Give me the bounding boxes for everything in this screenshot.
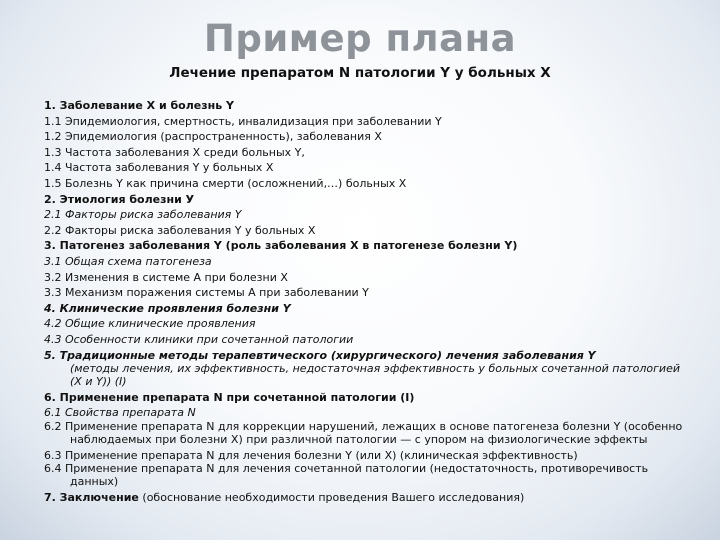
plan-item (44, 421, 684, 448)
plan-item (44, 207, 684, 223)
plan-item-text: 6. Применение препарата N при сочетанной патологии (I) (44, 390, 415, 404)
plan-list (44, 98, 684, 506)
plan-item (44, 145, 684, 161)
plan-item-text: 1.4 Частота заболевания Y у больных X (44, 161, 274, 175)
plan-item (44, 363, 684, 390)
plan-item (44, 114, 684, 130)
plan-item-text: 1. Заболевание X и болезнь Y (44, 99, 234, 112)
plan-item-text: 7. Заключение (44, 490, 139, 504)
plan-item-suffix: (обоснование необходимости проведения Вашего исследования) (138, 490, 525, 504)
plan-item-text: 2. Этиология болезни У (44, 192, 195, 206)
plan-item-text: 3. Патогенез заболевания Y (роль заболевания X в патогенезе болезни Y) (44, 239, 518, 253)
plan-item (44, 238, 684, 254)
plan-item-text: 1.5 Болезнь Y как причина смерти (осложнений,…) больных X (44, 176, 407, 190)
plan-item-text: 4.3 Особенности клиники при сочетанной патологии (44, 332, 354, 346)
plan-item-text: 6.2 Применение препарата N для коррекции нарушений, лежащих в основе патогенеза болезни Y (особенно наблюдаемых при болезни X) при различной патологии — с упором на физиологические эффекты (44, 419, 683, 446)
plan-item (44, 270, 684, 286)
plan-item-text: 5. Традиционные методы терапевтического (хирургического) лечения заболевания Y (44, 348, 596, 362)
plan-item (44, 490, 684, 506)
slide-title: Пример плана (203, 17, 517, 60)
plan-item (44, 129, 684, 145)
plan-item-text: 4. Клинические проявления болезни Y (44, 301, 291, 315)
plan-item (44, 301, 684, 317)
plan-item-text: 3.2 Изменения в системе А при болезни X (44, 270, 288, 284)
plan-item-text: 1.2 Эпидемиология (распространенность), заболевания X (44, 130, 382, 144)
plan-item (44, 192, 684, 208)
plan-item (44, 405, 684, 421)
plan-item (44, 390, 684, 406)
plan-item (44, 223, 684, 239)
plan-item (44, 448, 684, 464)
plan-item (44, 285, 684, 301)
plan-item (44, 348, 684, 364)
plan-item-text: 2.1 Факторы риска заболевания Y (44, 208, 242, 222)
plan-item-text: 4.2 Общие клинические проявления (44, 317, 256, 331)
plan-item-text: 6.4 Применение препарата N для лечения сочетанной патологии (недостаточность, противоречивость данных) (44, 462, 649, 488)
plan-item-text: (методы лечения, их эффективность, недостаточная эффективность у больных сочетанной патологией (X и Y)) (I) (70, 362, 680, 388)
plan-item-text: 6.1 Свойства препарата N (44, 406, 196, 420)
plan-item (44, 160, 684, 176)
slide-subtitle: Лечение препаратом N патологии Y у больных X (169, 65, 551, 81)
plan-item-text: 2.2 Факторы риска заболевания Y у больных X (44, 223, 316, 237)
plan-item (44, 332, 684, 348)
plan-item (44, 254, 684, 270)
plan-item-text: 1.1 Эпидемиология, смертность, инвалидизация при заболевании Y (44, 114, 442, 128)
plan-item-text: 1.3 Частота заболевания X среди больных Y, (44, 145, 305, 159)
plan-item (44, 176, 684, 192)
plan-item (44, 316, 684, 332)
plan-item-text: 3.3 Механизм поражения системы А при заболевании Y (44, 286, 369, 300)
plan-item (44, 98, 684, 114)
plan-item-text: 6.3 Применение препарата N для лечения болезни Y (или X) (клиническая эффективность) (44, 448, 578, 462)
plan-item-text: 3.1 Общая схема патогенеза (44, 254, 212, 268)
plan-item (44, 463, 684, 490)
